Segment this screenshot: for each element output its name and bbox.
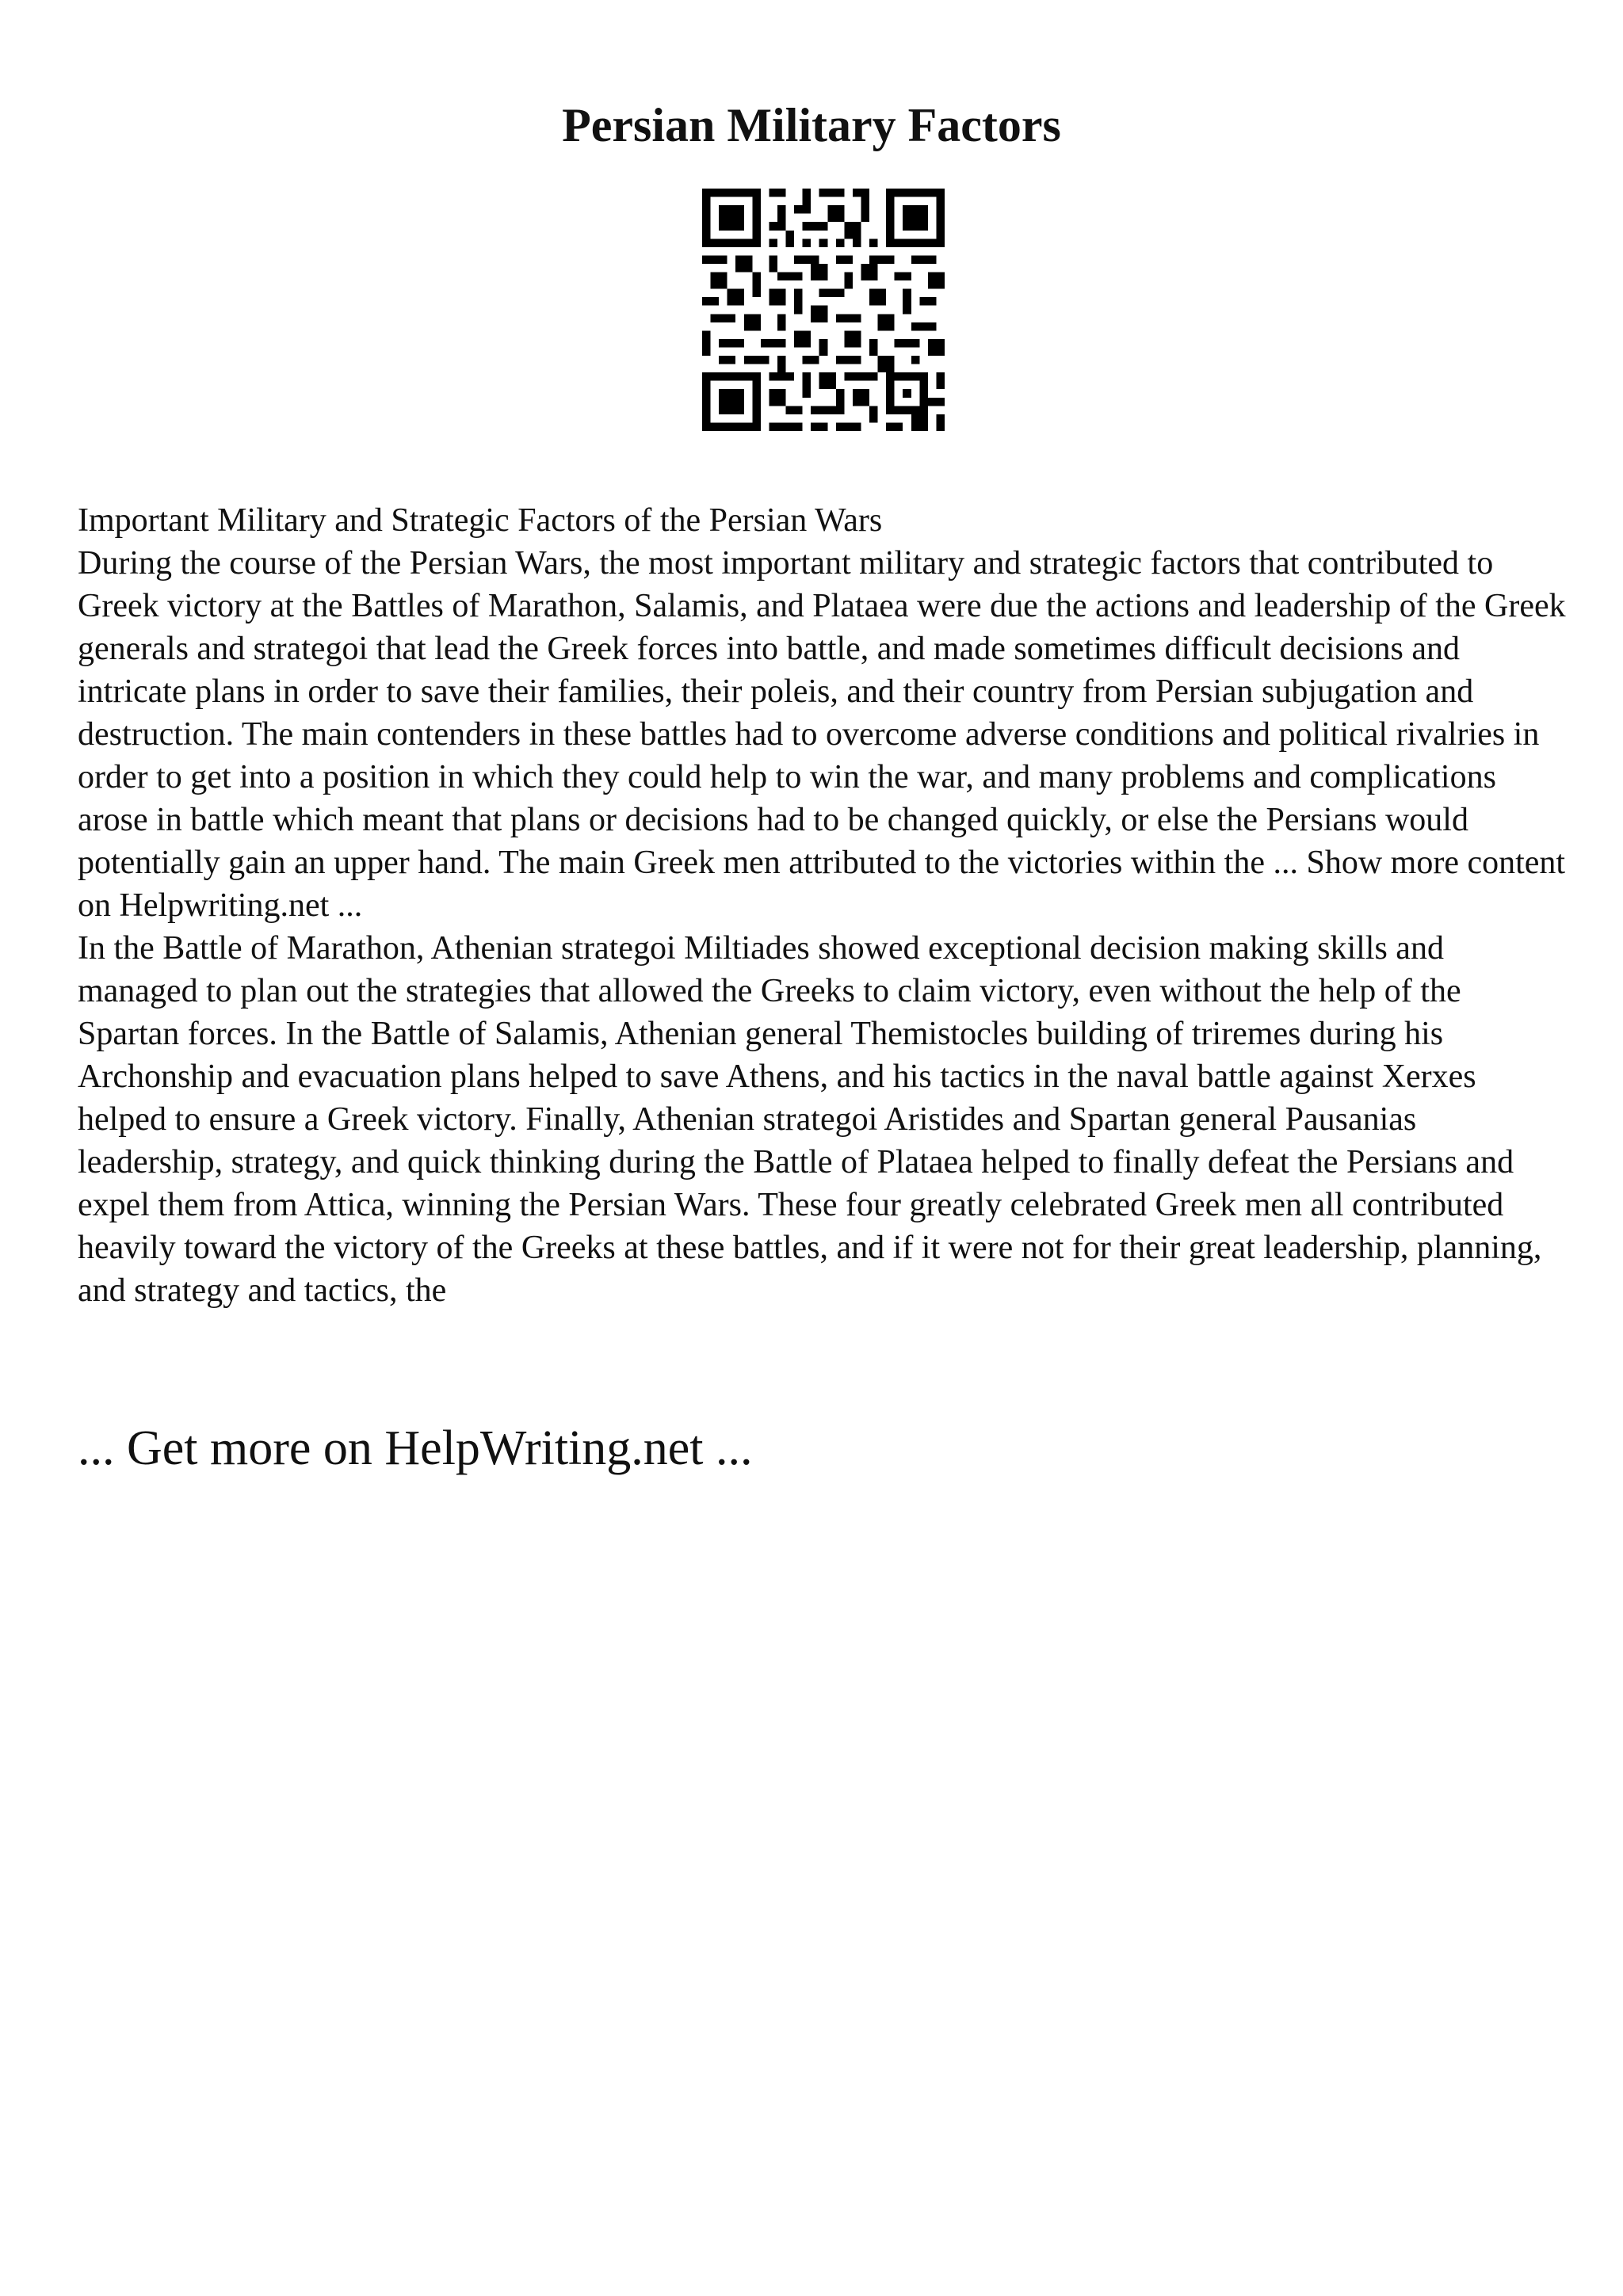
article-body: [78, 499, 1568, 1312]
get-more-link[interactable]: ... Get more on HelpWriting.net ...: [78, 1421, 753, 1475]
paragraph-1: During the course of the Persian Wars, the most important military and strategic factors that contributed to Greek victory at the Battles of Marathon, Salamis, and Plataea were due the actions and leadership of the Greek generals and strategoi that lead the Greek forces into battle, and made sometimes difficult decisions and intricate plans in order to save their families, their poleis, and their country from Persian subjugation and destruction. The main contenders in these battles had to overcome adverse conditions and political rivalries in order to get into a position in which they could help to win the war, and many problems and complications arose in battle which meant that plans or decisions had to be changed quickly, or else the Persians would potentially gain an upper hand. The main Greek men attributed to the victories within the ... Show more content on Helpwriting.net ...: [78, 545, 1566, 924]
page-title: Persian Military Factors: [562, 99, 1061, 151]
qr-code-icon[interactable]: [702, 189, 945, 431]
paragraph-2: In the Battle of Marathon, Athenian strategoi Miltiades showed exceptional decision making skills and managed to plan out the strategies that allowed the Greeks to claim victory, even without the help of the Spartan forces. In the Battle of Salamis, Athenian general Themistocles building of triremes during his Archonship and evacuation plans helped to save Athens, and his tactics in the naval battle against Xerxes helped to ensure a Greek victory. Finally, Athenian strategoi Aristides and Spartan general Pausanias leadership, strategy, and quick thinking during the Battle of Plataea helped to finally defeat the Persians and expel them from Attica, winning the Persian Wars. These four greatly celebrated Greek men all contributed heavily toward the victory of the Greeks at these battles, and if it were not for their great leadership, planning, and strategy and tactics, the: [78, 930, 1542, 1309]
article-subtitle: Important Military and Strategic Factors of the Persian Wars: [78, 502, 883, 539]
